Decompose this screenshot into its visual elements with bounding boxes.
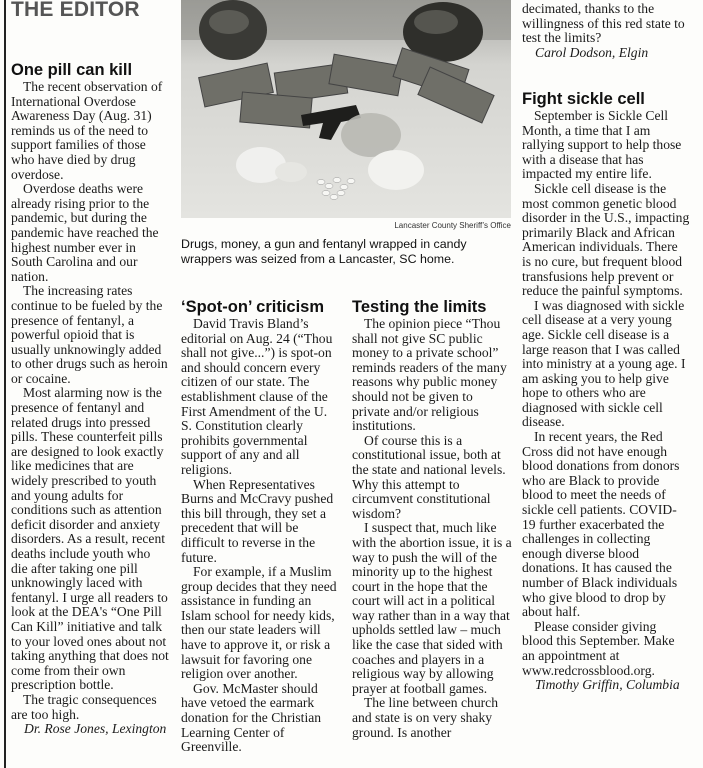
paragraph: For example, if a Muslim group decides that they need assistance in funding an Islam school for needy kids, then our state leaders will have to approve it, or risk a lawsuit for favoring one religion over another.	[181, 564, 337, 682]
letter-spot-on	[181, 298, 339, 755]
photo-credit: Lancaster County Sheriff’s Office	[394, 221, 511, 230]
letter-testing-limits	[352, 298, 512, 740]
paragraph: Please consider giving blood this September. Make an appointment at www.redcrossblood.org.	[522, 618, 675, 678]
paragraph: David Travis Bland’s editorial on Aug. 24 (“Thou shall not give...”) is spot-on and should concern every citizen of our state. The establishment clause of the First Amendment of the U. S. Constitution clearly prohibits governmental support of any and all religions.	[181, 316, 333, 477]
section-title: THE EDITOR	[11, 0, 140, 21]
headline: ‘Spot-on’ criticism	[181, 298, 325, 316]
signature: Timothy Griffin, Columbia	[535, 677, 680, 693]
paragraph: When Representatives Burns and McCravy pushed this bill through, they set a precedent that will be difficult to reverse in the future.	[181, 476, 334, 565]
letter-sickle-cell	[522, 90, 690, 693]
paragraph: The opinion piece “Thou shall not give SC public money to a private school” reminds readers of the many reasons why public money should not be given to private and/or religious institutions.	[352, 316, 507, 434]
paragraph: September is Sickle Cell Month, a time that I am rallying support to help those with a disease that has impacted my entire life.	[522, 108, 682, 182]
seized-drugs-photo	[181, 0, 511, 218]
letter-continuation	[522, 2, 690, 60]
photo-illustration	[181, 0, 511, 218]
headline: Fight sickle cell	[522, 90, 645, 108]
paragraph: Overdose deaths were already rising prior to the pandemic, but during the pandemic have reached the highest number ever in South Carolina and our nation.	[11, 181, 159, 284]
paragraph: decimated, thanks to the willingness of this red state to test the limits?	[522, 1, 685, 46]
paragraph: Gov. McMaster should have vetoed the earmark donation for the Christian Learning Center of Greenville.	[181, 680, 322, 755]
paragraph: Sickle cell disease is the most common genetic blood disorder in the U.S., impacting primarily Black and African American individuals. There is no cure, but frequent blood transfusions help prevent or reduce the painful symptoms.	[522, 180, 690, 299]
signature: Carol Dodson, Elgin	[535, 44, 649, 60]
headline: Testing the limits	[352, 298, 487, 316]
paragraph: The line between church and state is on very shaky ground. Is another	[352, 695, 498, 740]
headline: One pill can kill	[11, 61, 133, 79]
photo-caption: Drugs, money, a gun and fentanyl wrapped in candy wrappers was seized from a Lancaster, SC home.	[181, 237, 467, 266]
paragraph: I suspect that, much like with the abortion issue, it is a way to push the will of the minority up to the highest court in the hope that the court will act in a political way rather than in a way that upholds settled law – much like the case that sided with coaches and players in a religious way by allowing prayer at football games.	[352, 520, 512, 696]
paragraph: In recent years, the Red Cross did not have enough blood donations from donors who are Black to provide blood to meet the needs of sickle cell patients. COVID-19 further exacerbated the challenges in collecting enough diverse blood donations. It has caused the number of Black individuals who give blood to drop by about half.	[522, 429, 680, 620]
paragraph: I was diagnosed with sickle cell disease at a very young age. Sickle cell disease is a large reason that I was called into ministry at a young age. I am asking you to help give hope to others who are diagnosed with sickle cell disease.	[522, 297, 686, 430]
letter-one-pill	[11, 61, 169, 737]
column-rule	[4, 0, 6, 768]
paragraph: The recent observation of International Overdose Awareness Day (Aug. 31) reminds us of the need to support families of those who have died by drug overdose.	[11, 79, 163, 182]
signature: Dr. Rose Jones, Lexington	[24, 721, 167, 737]
paragraph: The tragic consequences are too high.	[11, 691, 157, 722]
paragraph: The increasing rates continue to be fueled by the presence of fentanyl, a powerful opioid that is usually unknowingly added to other drugs such as heroin or cocaine.	[11, 283, 168, 386]
paragraph: Of course this is a constitutional issue, both at the state and national levels. Why this attempt to circumvent constitutional wisdom?	[352, 432, 506, 521]
paragraph: Most alarming now is the presence of fentanyl and related drugs into pressed pills. These counterfeit pills are designed to look exactly like medicines that are widely prescribed to youth and young adults for conditions such as attention deficit disorder and anxiety disorders. As a result, recent deaths include youth who die after taking one pill unknowingly laced with fentanyl. I urge all readers to look at the DEA's “One Pill Can Kill” initiative and talk to your loved ones about not taking anything that does not come from their own prescription bottle.	[11, 385, 169, 693]
